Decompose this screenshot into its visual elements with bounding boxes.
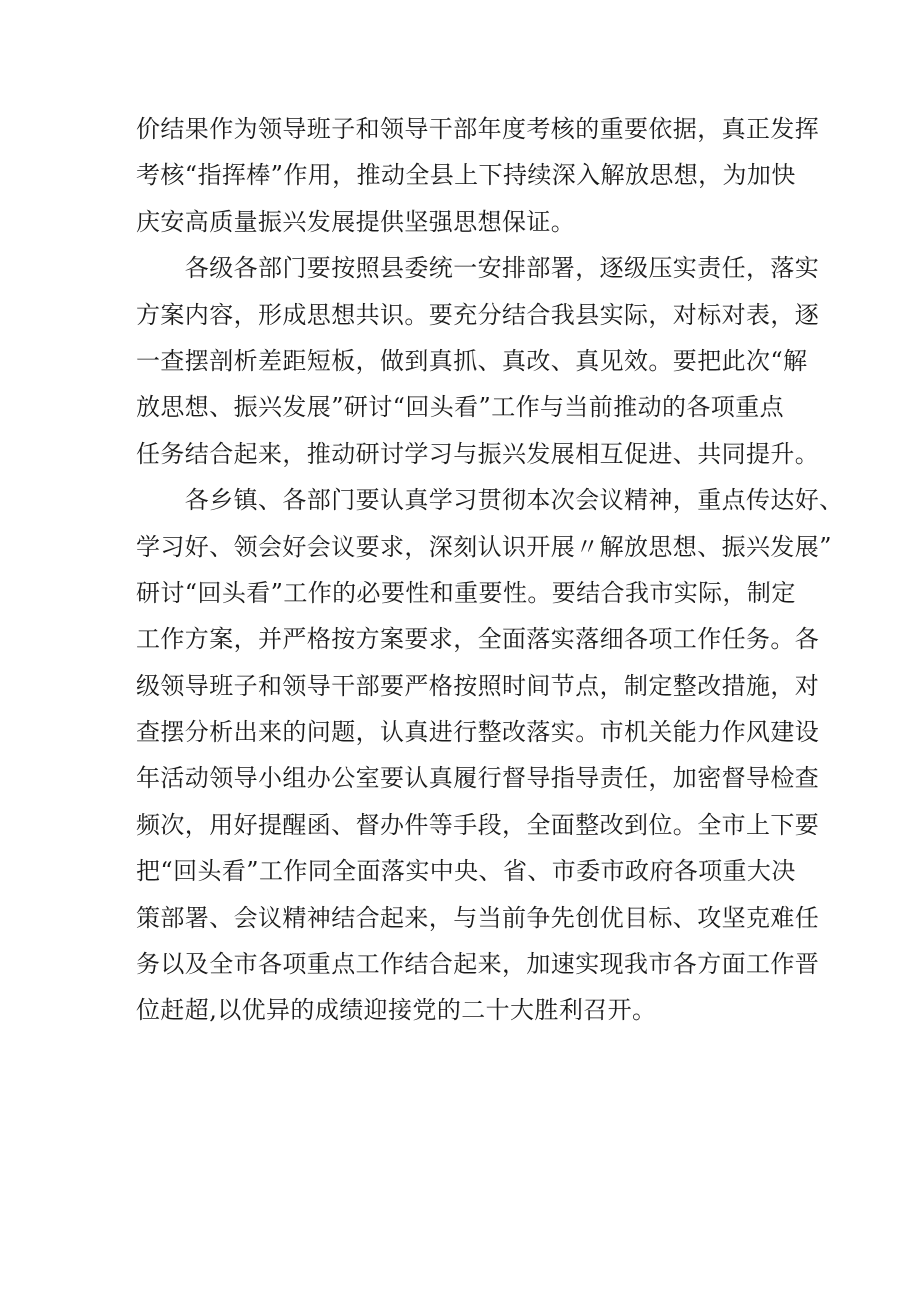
text-line: 查摆分析出来的问题，认真进行整改落实。市机关能力作风建设 [136, 718, 820, 747]
text-line: 研讨“回头看”工作的必要性和重要性。要结合我市实际，制定 [136, 578, 796, 607]
text-line: 庆安高质量振兴发展提供坚强思想保证。 [136, 207, 576, 236]
text-line: 各乡镇、各部门要认真学习贯彻本次会议精神，重点传达好、 [136, 486, 844, 515]
text-line: 一查摆剖析差距短板，做到真抓、真改、真见效。要把此次“解 [136, 346, 808, 375]
text-line: 方案内容，形成思想共识。要充分结合我县实际，对标对表，逐 [136, 300, 820, 329]
text-line: 务以及全市各项重点工作结合起来，加速实现我市各方面工作晋 [136, 950, 820, 979]
text-line: 任务结合起来，推动研讨学习与振兴发展相互促进、共同提升。 [136, 439, 820, 468]
text-line: 把“回头看”工作同全面落实中央、省、市委市政府各项重大决 [136, 857, 796, 886]
document-body [136, 106, 844, 1034]
text-line: 放思想、振兴发展”研讨“回头看”工作与当前推动的各项重点 [136, 393, 785, 422]
text-line: 级领导班子和领导干部要严格按照时间节点，制定整改措施，对 [136, 671, 820, 700]
text-line: 各级各部门要按照县委统一安排部署，逐级压实责任，落实 [136, 254, 820, 283]
text-line: 学习好、领会好会议要求，深刻认识开展〃解放思想、振兴发展” [136, 532, 832, 561]
text-line: 位赶超,以优异的成绩迎接党的二十大胜利召开。 [136, 996, 657, 1025]
text-line: 工作方案，并严格按方案要求，全面落实落细各项工作任务。各 [136, 625, 820, 654]
text-line: 策部署、会议精神结合起来，与当前争先创优目标、攻坚克难任 [136, 903, 820, 932]
text-line: 考核“指挥棒”作用，推动全县上下持续深入解放思想，为加快 [136, 161, 796, 190]
text-line: 频次，用好提醒函、督办件等手段，全面整改到位。全市上下要 [136, 810, 820, 839]
text-line: 价结果作为领导班子和领导干部年度考核的重要依据，真正发挥 [136, 115, 820, 143]
text-line: 年活动领导小组办公室要认真履行督导指导责任，加密督导检查 [136, 764, 820, 793]
